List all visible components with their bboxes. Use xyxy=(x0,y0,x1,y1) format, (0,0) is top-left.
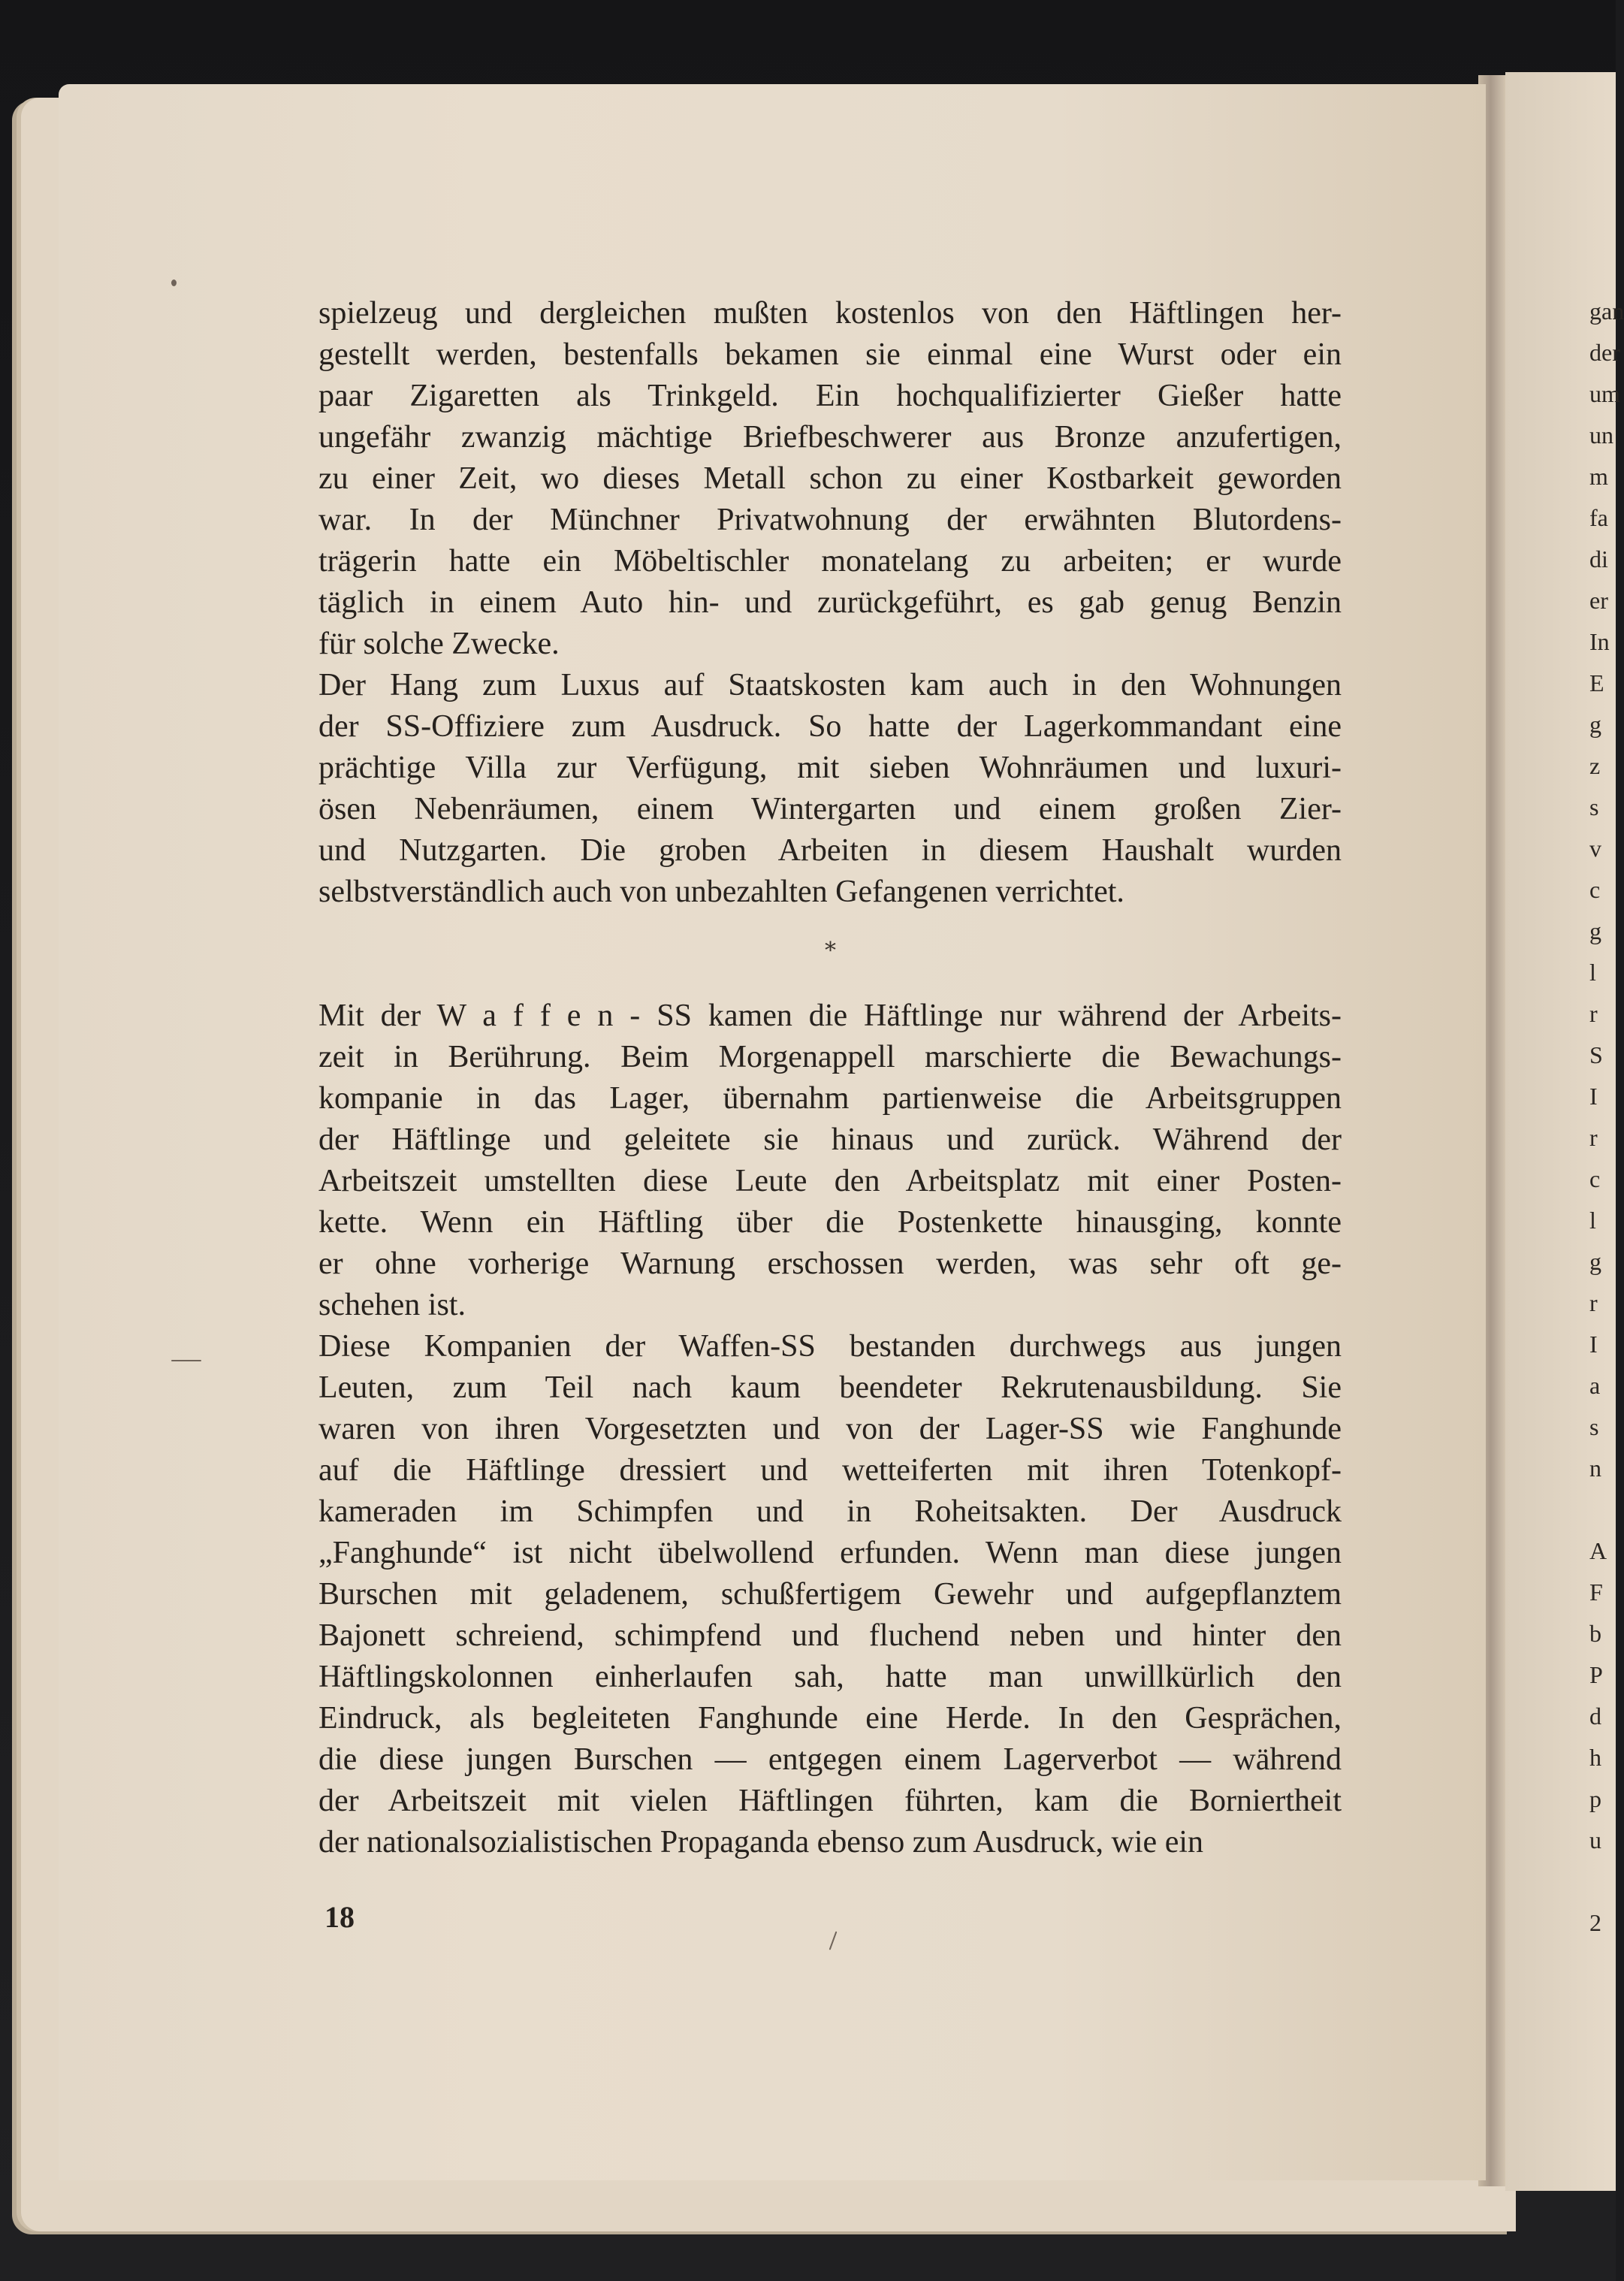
facing-page-fragment: b xyxy=(1589,1620,1601,1647)
text-line: täglich in einem Auto hin- und zurückgeführt, es gab genug Benzin xyxy=(318,585,1342,620)
text-line: kompanie in das Lager, übernahm partienweise die Arbeitsgruppen xyxy=(318,1081,1342,1116)
text-line: Leuten, zum Teil nach kaum beendeter Rekrutenausbildung. Sie xyxy=(318,1370,1342,1405)
facing-page-fragment: P xyxy=(1589,1661,1603,1688)
facing-page-fragment: r xyxy=(1589,1000,1598,1027)
text-line: der SS-Offiziere zum Ausdruck. So hatte der Lagerkommandant eine xyxy=(318,709,1342,744)
text-line: Eindruck, als begleiteten Fanghunde eine Herde. In den Gesprächen, xyxy=(318,1701,1342,1736)
facing-page-fragment: er xyxy=(1589,587,1608,614)
text-line: war. In der Münchner Privatwohnung der erwähnten Blutordens- xyxy=(318,503,1342,537)
facing-page-fragment: v xyxy=(1589,835,1601,862)
facing-page-fragment: r xyxy=(1589,1289,1598,1316)
text-line: und Nutzgarten. Die groben Arbeiten in diesem Haushalt wurden xyxy=(318,833,1342,868)
facing-page-fragment: der xyxy=(1589,339,1620,366)
facing-page-fragment: um xyxy=(1589,380,1620,407)
text-line: spielzeug und dergleichen mußten kostenlos von den Häftlingen her- xyxy=(318,296,1342,331)
facing-page-fragment: l xyxy=(1589,1207,1596,1234)
facing-page-fragment: un xyxy=(1589,421,1613,449)
paragraph xyxy=(318,665,1342,913)
text-line: schehen ist. xyxy=(318,1288,466,1322)
body-text xyxy=(318,293,1342,1863)
facing-page-fragment: fa xyxy=(1589,504,1608,531)
facing-page-fragment: p xyxy=(1589,1785,1601,1812)
facing-page-fragment: In xyxy=(1589,628,1610,655)
text-line: kameraden im Schimpfen und in Roheitsakten. Der Ausdruck xyxy=(318,1494,1342,1529)
facing-page-fragment: 2 xyxy=(1589,1909,1601,1936)
facing-page-fragment: g xyxy=(1589,1248,1601,1275)
text-line: er ohne vorherige Warnung erschossen werden, was sehr oft ge- xyxy=(318,1246,1342,1281)
text-line: die diese jungen Burschen — entgegen einem Lagerverbot — während xyxy=(318,1742,1342,1777)
paper-speck xyxy=(171,1360,201,1361)
facing-page-fragment: E xyxy=(1589,669,1604,696)
facing-page-fragment: s xyxy=(1589,793,1599,820)
facing-page-fragment: h xyxy=(1589,1744,1601,1771)
text-line: Arbeitszeit umstellten diese Leute den Arbeitsplatz mit einer Posten- xyxy=(318,1164,1342,1198)
text-line: selbstverständlich auch von unbezahlten Gefangenen verrichtet. xyxy=(318,875,1124,909)
text-line: Häftlingskolonnen einherlaufen sah, hatte man unwillkürlich den xyxy=(318,1660,1342,1694)
facing-page-fragment: g xyxy=(1589,711,1601,738)
text-line: kette. Wenn ein Häftling über die Postenkette hinausging, konnte xyxy=(318,1205,1342,1240)
text-line: Bajonett schreiend, schimpfend und fluchend neben und hinter den xyxy=(318,1618,1342,1653)
facing-page-edge xyxy=(1505,72,1624,2191)
text-line: der Häftlinge und geleitete sie hinaus und zurück. Während der xyxy=(318,1122,1342,1157)
facing-page-fragment: F xyxy=(1589,1579,1603,1606)
text-line: zeit in Berührung. Beim Morgenappell marschierte die Bewachungs- xyxy=(318,1040,1342,1074)
facing-page-fragment: I xyxy=(1589,1331,1598,1358)
text-line: auf die Häftlinge dressiert und wetteiferten mit ihren Totenkopf- xyxy=(318,1453,1342,1488)
facing-page-fragment: g xyxy=(1589,917,1601,944)
text-line: Der Hang zum Luxus auf Staatskosten kam auch in den Wohnungen xyxy=(318,668,1342,702)
paragraph xyxy=(318,293,1342,665)
text-line: trägerin hatte ein Möbeltischler monatelang zu arbeiten; er wurde xyxy=(318,544,1342,579)
facing-page-fragment: d xyxy=(1589,1702,1601,1730)
text-line: Diese Kompanien der Waffen-SS bestanden durchwegs aus jungen xyxy=(318,1329,1342,1364)
text-line: ungefähr zwanzig mächtige Briefbeschwerer aus Bronze anzufertigen, xyxy=(318,420,1342,455)
facing-page-fragment: S xyxy=(1589,1041,1603,1068)
text-line: Mit der W a f f e n - SS kamen die Häftlinge nur während der Arbeits- xyxy=(318,999,1342,1033)
text-line: ösen Nebenräumen, einem Wintergarten und einem großen Zier- xyxy=(318,792,1342,826)
text-line: gestellt werden, bestenfalls bekamen sie einmal eine Wurst oder ein xyxy=(318,337,1342,372)
facing-page-fragment: z xyxy=(1589,752,1601,779)
paper-speck xyxy=(171,279,177,286)
section-ornament: * xyxy=(825,938,836,964)
paragraph xyxy=(318,995,1342,1326)
text-line: für solche Zwecke. xyxy=(318,627,560,661)
text-line: Burschen mit geladenem, schußfertigem Gewehr und aufgepflanztem xyxy=(318,1577,1342,1612)
facing-page-fragment: a xyxy=(1589,1372,1601,1399)
facing-page-fragment: m xyxy=(1589,463,1608,490)
page-number: 18 xyxy=(324,1900,355,1934)
text-line: der nationalsozialistischen Propaganda ebenso zum Ausdruck, wie ein xyxy=(318,1825,1204,1860)
facing-page-fragment: s xyxy=(1589,1413,1599,1440)
facing-page-fragment: n xyxy=(1589,1455,1601,1482)
facing-page-fragment: A xyxy=(1589,1537,1607,1564)
text-line: waren von ihren Vorgesetzten und von der Lager-SS wie Fanghunde xyxy=(318,1412,1342,1446)
facing-page-fragment: c xyxy=(1589,1165,1601,1192)
paragraph xyxy=(318,1326,1342,1863)
facing-page-fragment: l xyxy=(1589,959,1596,986)
text-line: der Arbeitszeit mit vielen Häftlingen führten, kam die Borniertheit xyxy=(318,1784,1342,1818)
facing-page-fragment: u xyxy=(1589,1826,1601,1854)
text-line: zu einer Zeit, wo dieses Metall schon zu einer Kostbarkeit geworden xyxy=(318,461,1342,496)
facing-page-fragment: r xyxy=(1589,1124,1598,1151)
facing-page-fragment: gan xyxy=(1589,298,1624,325)
text-line: paar Zigaretten als Trinkgeld. Ein hochqualifizierter Gießer hatte xyxy=(318,379,1342,413)
text-line: „Fanghunde“ ist nicht übelwollend erfunden. Wenn man diese jungen xyxy=(318,1536,1342,1570)
facing-page-fragment: c xyxy=(1589,876,1601,903)
facing-page-fragment: I xyxy=(1589,1083,1598,1110)
text-line: prächtige Villa zur Verfügung, mit sieben Wohnräumen und luxuri- xyxy=(318,751,1342,785)
facing-page-fragment: di xyxy=(1589,545,1608,573)
